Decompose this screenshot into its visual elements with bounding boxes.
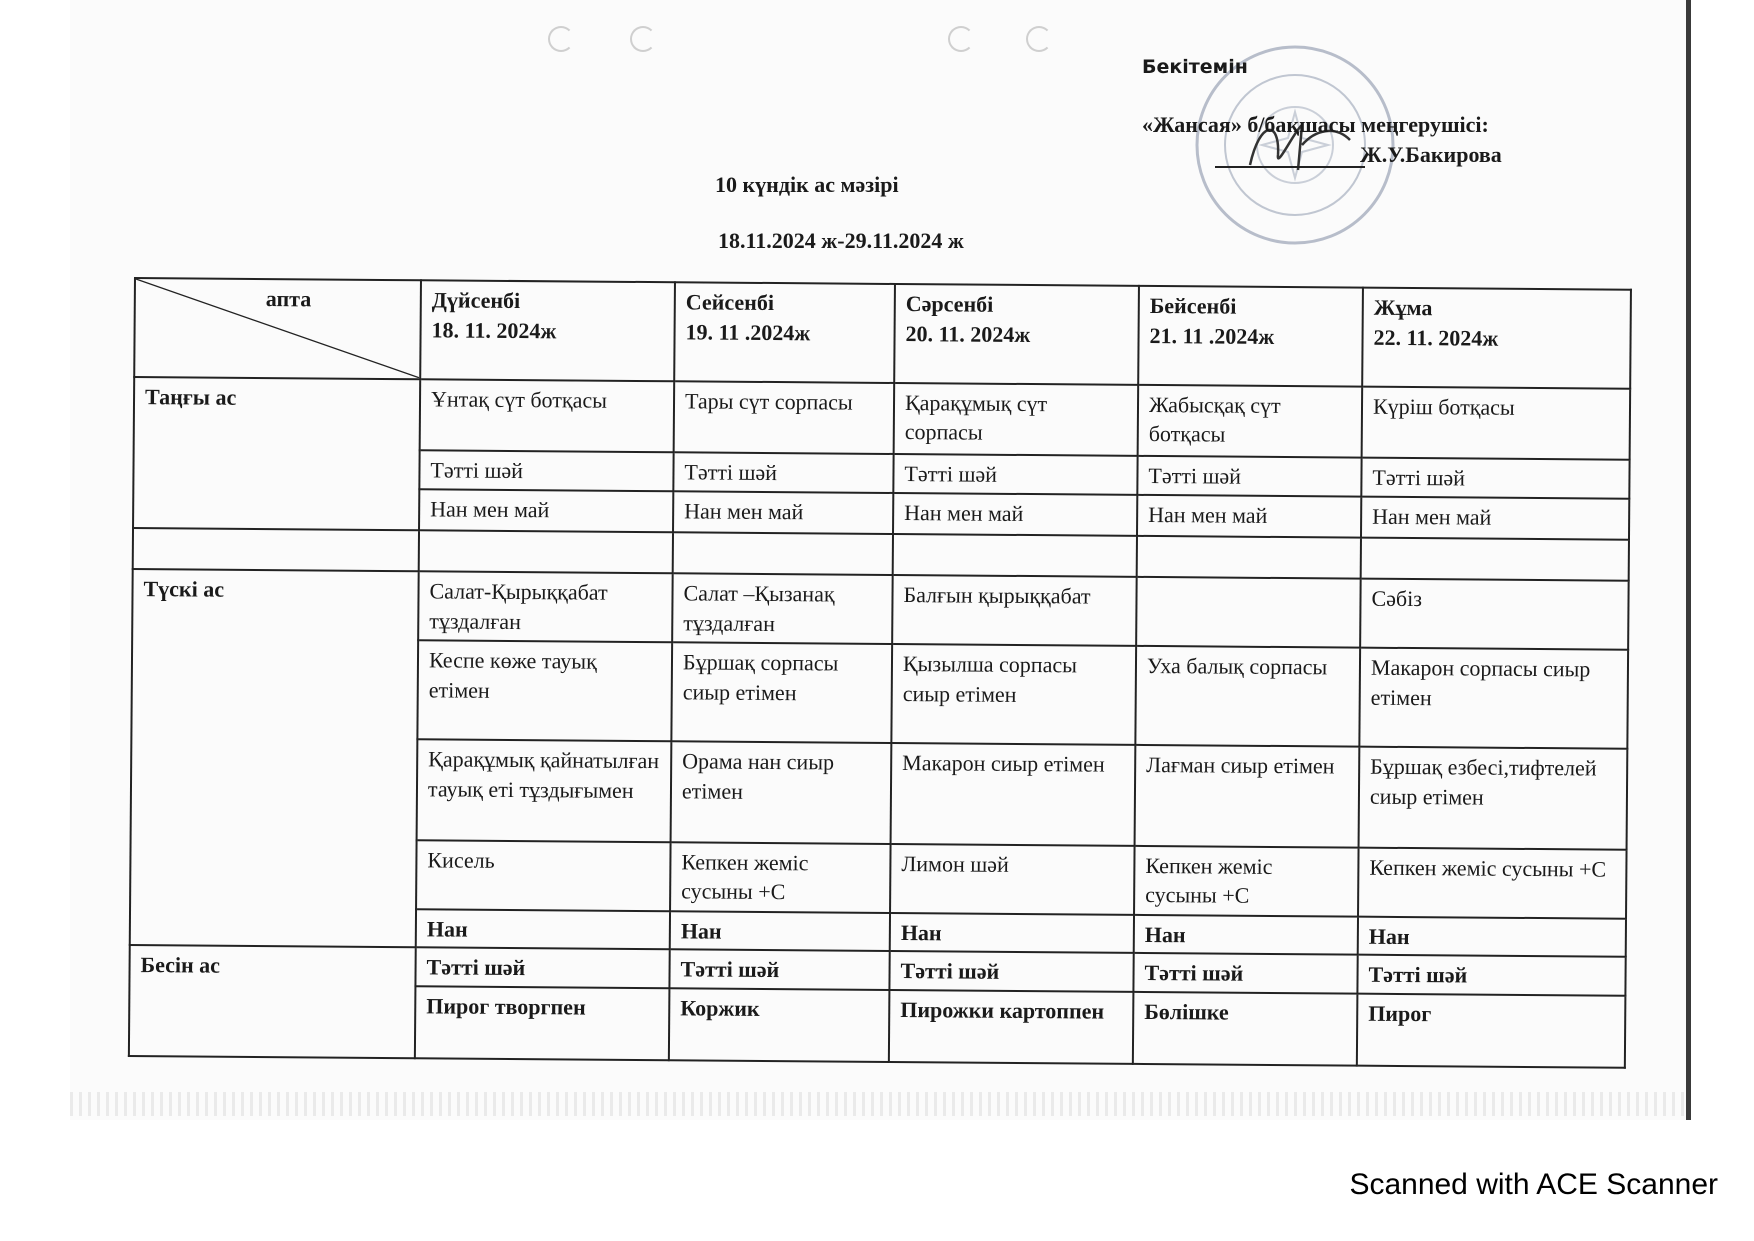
meal-label-lunch: Түскі ас bbox=[130, 569, 419, 947]
menu-cell: Тәтті шәй bbox=[1357, 955, 1625, 996]
menu-cell: Нан мен май bbox=[419, 489, 673, 532]
menu-cell: Қарақұмық сүт сорпасы bbox=[894, 383, 1139, 457]
menu-cell: Лағман сиыр етімен bbox=[1135, 745, 1360, 847]
table-row bbox=[134, 377, 1631, 461]
menu-cell: Кепкен жеміс сусыны +С bbox=[1358, 847, 1627, 918]
menu-cell: Бұршақ сорпасы сиыр етімен bbox=[671, 643, 892, 743]
table-row bbox=[132, 569, 1628, 650]
menu-cell: Кепкен жеміс сусыны +С bbox=[1134, 845, 1359, 916]
page-title: 10 күндік ас мәзірі bbox=[715, 172, 899, 197]
menu-cell: Нан bbox=[416, 909, 670, 950]
menu-cell: Балғын қырыққабат bbox=[892, 575, 1137, 646]
menu-cell: Бөлішке bbox=[1133, 992, 1358, 1066]
menu-cell: Пирожки картоппен bbox=[889, 990, 1134, 1064]
menu-cell: Нан мен май bbox=[893, 493, 1137, 536]
menu-cell: Нан мен май bbox=[1137, 495, 1361, 538]
menu-cell: Нан bbox=[890, 913, 1134, 954]
menu-cell: Пирог bbox=[1357, 994, 1626, 1068]
approval-organization: «Жансая» б/бақшасы меңгерушісі: bbox=[1142, 112, 1489, 137]
approver-name: Ж.У.Бакирова bbox=[1360, 142, 1502, 167]
approval-heading: Бекітемін bbox=[1142, 56, 1248, 78]
menu-cell: Орама нан сиыр етімен bbox=[671, 741, 892, 843]
menu-cell: Ұнтақ сүт ботқасы bbox=[420, 379, 675, 453]
corner-cell bbox=[134, 278, 421, 379]
menu-cell: Пирог творгпен bbox=[415, 986, 670, 1060]
menu-cell: Тәтті шәй bbox=[669, 950, 889, 990]
menu-cell: Нан мен май bbox=[1361, 497, 1629, 540]
menu-cell: Салат –Қызанақ тұздалған bbox=[672, 573, 893, 644]
menu-cell: Кеспе көже тауық етімен bbox=[417, 641, 672, 742]
meal-label-breakfast: Таңғы ас bbox=[133, 377, 420, 531]
menu-cell: Уха балық сорпасы bbox=[1135, 646, 1360, 746]
punch-holes bbox=[70, 0, 1686, 80]
menu-cell: Тәтті шәй bbox=[893, 454, 1137, 495]
day-header: Дүйсенбі 18. 11. 2024ж bbox=[420, 280, 675, 381]
menu-cell: Макарон сорпасы сиыр етімен bbox=[1359, 648, 1628, 749]
menu-period: 18.11.2024 ж-29.11.2024 ж bbox=[718, 228, 964, 253]
menu-cell: Күріш ботқасы bbox=[1362, 386, 1631, 460]
menu-cell: Тәтті шәй bbox=[419, 451, 673, 492]
menu-cell: Кепкен жеміс сусыны +С bbox=[670, 842, 891, 913]
menu-cell: Жабысқақ сүт ботқасы bbox=[1138, 384, 1363, 458]
week-label: апта bbox=[265, 286, 312, 312]
scanner-watermark: Scanned with ACE Scanner bbox=[1349, 1168, 1718, 1201]
menu-cell: Қарақұмық қайнатылған тауық еті тұздығымен bbox=[417, 739, 672, 842]
menu-cell: Қызылша сорпасы сиыр етімен bbox=[891, 644, 1136, 744]
scan-edge-noise bbox=[70, 1092, 1686, 1116]
menu-cell: Нан bbox=[1358, 916, 1626, 957]
day-header: Жұма 22. 11. 2024ж bbox=[1362, 288, 1631, 389]
menu-table bbox=[128, 277, 1632, 1069]
menu-cell: Салат-Қырыққабат тұздалған bbox=[418, 571, 673, 642]
menu-cell: Кисель bbox=[416, 840, 671, 911]
menu-cell: Сәбіз bbox=[1360, 579, 1629, 650]
menu-cell: Тәтті шәй bbox=[415, 948, 669, 989]
menu-cell: Тәтті шәй bbox=[1133, 953, 1357, 993]
menu-cell: Тәтті шәй bbox=[889, 951, 1133, 992]
meal-label-snack: Бесін ас bbox=[129, 945, 416, 1058]
menu-cell: Тары сүт сорпасы bbox=[674, 381, 895, 455]
day-header: Бейсенбі 21. 11 .2024ж bbox=[1138, 286, 1363, 386]
day-header: Сәрсенбі 20. 11. 2024ж bbox=[894, 284, 1139, 384]
menu-cell: Нан bbox=[670, 911, 890, 951]
menu-cell bbox=[1136, 577, 1361, 648]
menu-cell: Нан bbox=[1134, 915, 1358, 955]
menu-cell: Бұршақ езбесі,тифтелей сиыр етімен bbox=[1359, 747, 1628, 850]
menu-cell: Коржик bbox=[669, 988, 890, 1062]
menu-cell: Тәтті шәй bbox=[1137, 456, 1361, 496]
menu-cell: Нан мен май bbox=[673, 491, 893, 534]
header-row bbox=[134, 278, 1631, 388]
menu-cell: Тәтті шәй bbox=[673, 453, 893, 493]
menu-cell: Лимон шәй bbox=[890, 843, 1135, 914]
day-header: Сейсенбі 19. 11 .2024ж bbox=[674, 282, 895, 382]
menu-cell: Тәтті шәй bbox=[1361, 458, 1629, 499]
menu-cell: Макарон сиыр етімен bbox=[891, 743, 1136, 846]
